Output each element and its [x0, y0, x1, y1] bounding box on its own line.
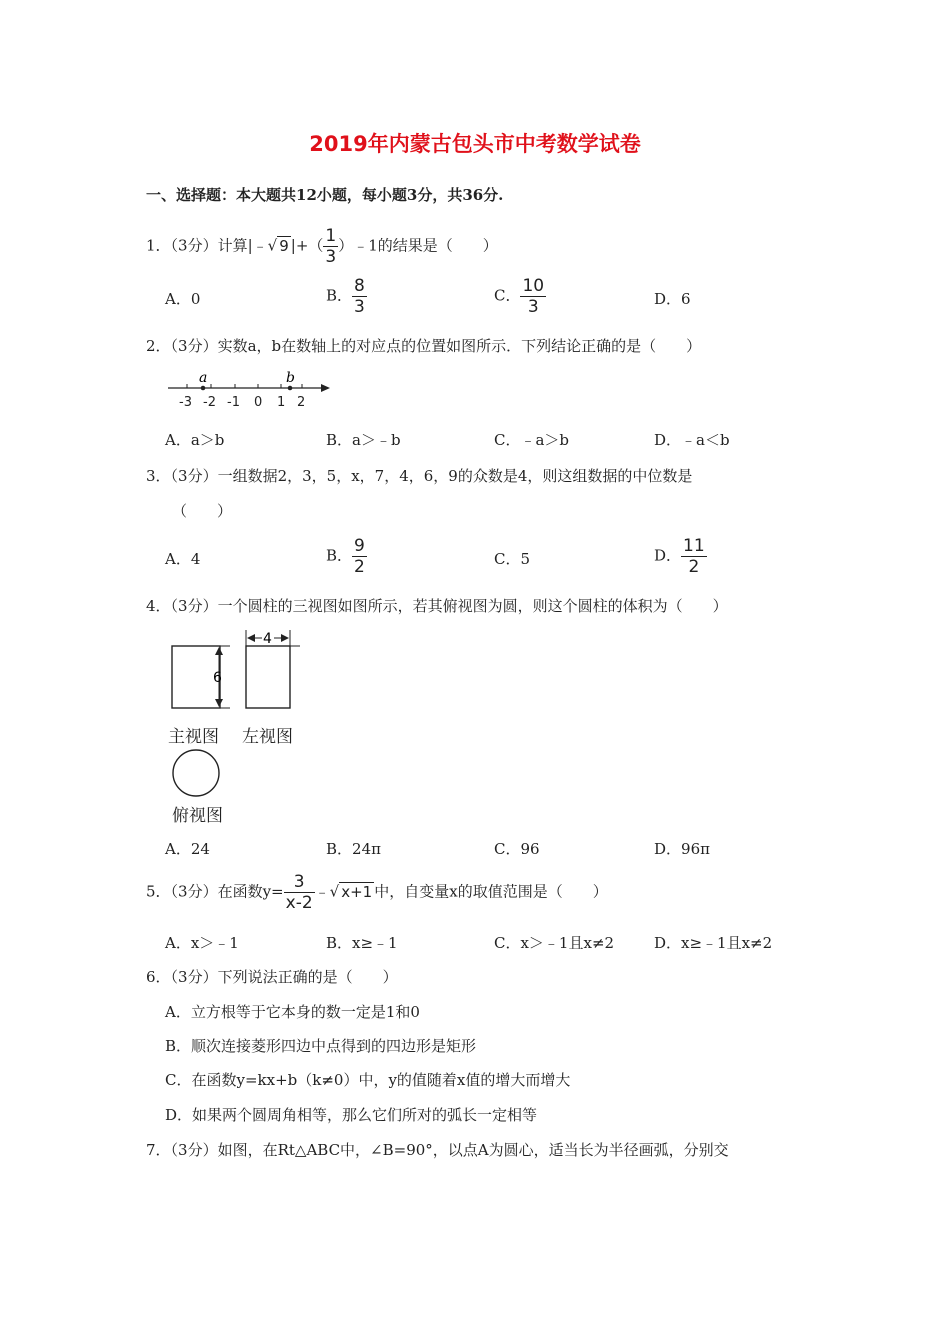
q5-option-d: D．x≥﹣1且x≠2: [654, 934, 773, 952]
q1-option-a: A．0: [165, 290, 201, 308]
q6-option-a: A．立方根等于它本身的数一定是1和0: [165, 1003, 420, 1021]
q5-option-a: A．x＞﹣1: [165, 934, 239, 952]
tick-label: 0: [254, 395, 263, 410]
q3-option-b-fraction: $\frac{9}{2}$: [354, 536, 365, 577]
sqrt-icon: √: [329, 882, 340, 901]
q3-option-a: A．4: [165, 550, 201, 568]
question-1: [146, 226, 498, 267]
question-4: 4．（3分）一个圆柱的三视图如图所示，若其俯视图为圆，则这个圆柱的体积为（ ）: [146, 597, 728, 615]
tick-label: 1: [277, 395, 286, 410]
arrow-right-icon: [281, 634, 289, 642]
q2-option-a: A．a＞b: [165, 431, 225, 449]
point-b-dot: [288, 386, 293, 391]
q3-option-c: C．5: [494, 550, 531, 568]
arrow-down-icon: [215, 699, 223, 707]
left-view-rect: [246, 646, 290, 708]
q1-suffix: ）﹣1的结果是（ ）: [338, 236, 498, 255]
question-3: 3．（3分）一组数据2，3，5，x，7，4，6，9的众数是4，则这组数据的中位数是: [146, 467, 693, 485]
q1-frac-num: 1: [325, 226, 337, 246]
q1-option-b-fraction: $\frac{8}{3}$: [354, 276, 365, 317]
q5-sqrt-arg: x+1: [341, 882, 373, 901]
point-b-label: b: [286, 370, 295, 386]
width-dimension-label: 4: [263, 631, 272, 647]
q4-option-a: A．24: [165, 840, 210, 858]
tick-label: 2: [297, 395, 306, 410]
q6-option-c: C．在函数y=kx+b（k≠0）中，y的值随着x值的增大而增大: [165, 1071, 571, 1089]
q1-option-c-fraction: $\frac{10}{3}$: [522, 276, 545, 317]
q5-option-c: C．x＞﹣1且x≠2: [494, 934, 615, 952]
q3-option-b: B． $\frac{9}{2}$: [326, 536, 365, 577]
tick-label: -3: [179, 395, 192, 410]
q1-prefix: 1．（3分）计算|﹣: [146, 236, 268, 255]
q3-option-d: D． $\frac{11}{2}$: [654, 536, 705, 577]
q2-option-b: B．a＞﹣b: [326, 431, 401, 449]
q4-option-d: D．96π: [654, 840, 710, 858]
question-5: [146, 872, 608, 913]
q5-prefix: 5．（3分）在函数y=: [146, 882, 284, 901]
tick-label: -1: [227, 395, 240, 410]
q1-frac-den: 3: [325, 247, 337, 267]
q1-sqrt-arg: 9: [279, 236, 289, 255]
q6-option-d: D．如果两个圆周角相等，那么它们所对的弧长一定相等: [165, 1106, 538, 1124]
q3-option-d-fraction: $\frac{11}{2}$: [683, 536, 705, 577]
number-line-figure: [166, 368, 336, 410]
page-title: 2019年内蒙古包头市中考数学试卷: [309, 132, 641, 156]
sqrt-icon: √: [267, 236, 278, 255]
q1-fraction: [323, 226, 338, 267]
q5-minus: ﹣: [314, 882, 330, 901]
height-dimension-label: 6: [213, 670, 222, 686]
point-a-label: a: [199, 370, 208, 386]
q5-suffix: 中，自变量x的取值范围是（ ）: [374, 882, 608, 901]
point-a-dot: [201, 386, 206, 391]
axis-arrow-icon: [321, 384, 330, 392]
q1-mid: |+（: [290, 236, 324, 255]
front-view-label: 主视图: [168, 727, 219, 747]
q4-option-c: C．96: [494, 840, 540, 858]
q6-option-b: B．顺次连接菱形四边中点得到的四边形是矩形: [165, 1037, 477, 1055]
top-view-label: 俯视图: [172, 806, 223, 826]
arrow-up-icon: [215, 647, 223, 655]
q4-option-b: B．24π: [326, 840, 381, 858]
q1-option-b: B． $\frac{8}{3}$: [326, 276, 365, 317]
top-view-circle: [173, 750, 219, 796]
tick-label: -2: [203, 395, 216, 410]
q5-fraction: $\frac{3}{x-2}$: [285, 872, 313, 913]
q2-option-d: D．﹣a＜b: [654, 431, 730, 449]
section-heading: 一、选择题：本大题共12小题，每小题3分，共36分.: [146, 186, 504, 204]
q3-answer-paren: （ ）: [172, 502, 233, 520]
left-view-label: 左视图: [242, 727, 293, 747]
q2-option-c: C．﹣a＞b: [494, 431, 570, 449]
question-6: 6．（3分）下列说法正确的是（ ）: [146, 968, 398, 986]
q5-option-b: B．x≥﹣1: [326, 934, 398, 952]
q1-option-c: C． $\frac{10}{3}$: [494, 276, 545, 317]
question-2: 2．（3分）实数a，b在数轴上的对应点的位置如图所示．下列结论正确的是（ ）: [146, 337, 702, 355]
question-7: 7．（3分）如图，在Rt△ABC中，∠B=90°，以点A为圆心，适当长为半径画弧，分别交: [146, 1141, 729, 1159]
arrow-left-icon: [247, 634, 255, 642]
q1-option-d: D．6: [654, 290, 691, 308]
